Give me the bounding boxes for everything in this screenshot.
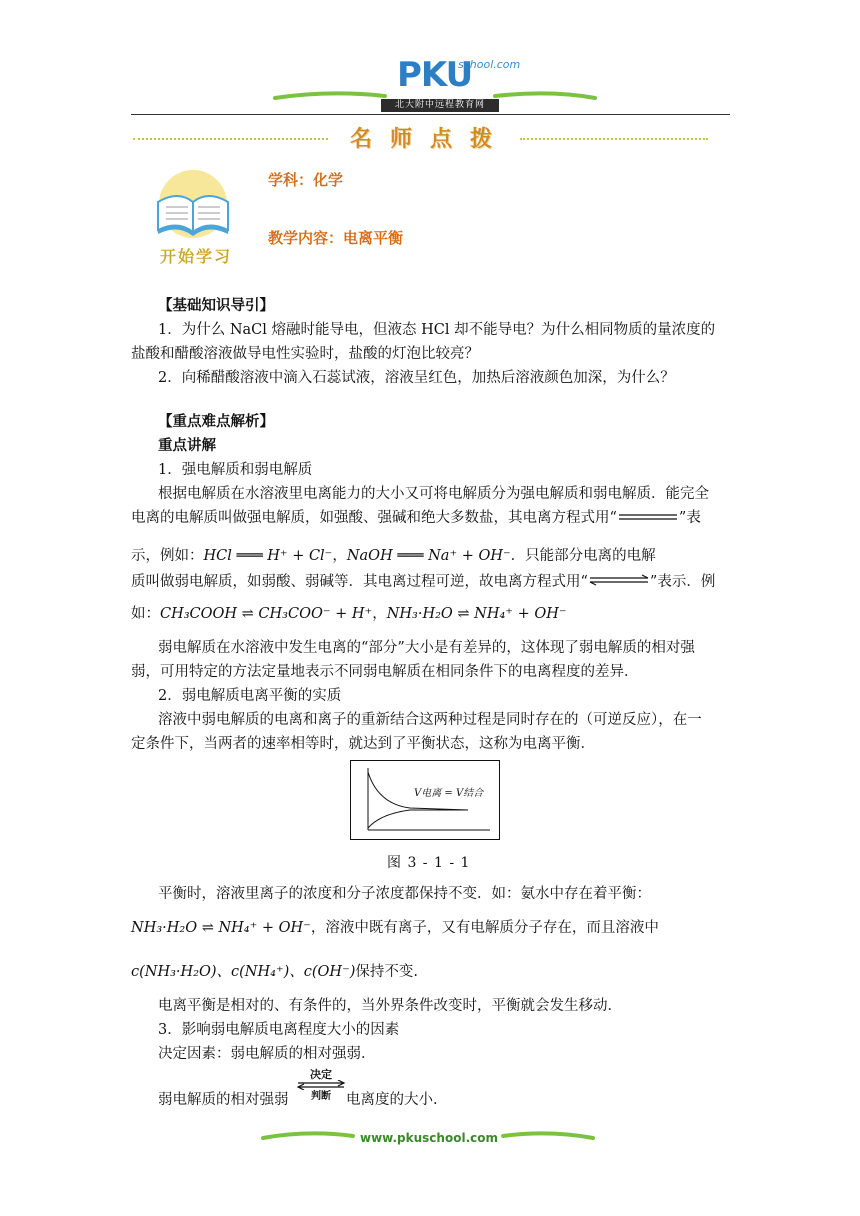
equation-acetic-acid: CH₃COOH ⇌ CH₃COO⁻ + H⁺ <box>160 606 373 622</box>
reversible-arrow-symbol <box>588 572 650 592</box>
para-3-line-1: 溶液中弱电解质的电离和离子的重新结合这两种过程是同时存在的（可逆反应），在一 <box>158 712 702 728</box>
para-5: 电离平衡是相对的、有条件的，当外界条件改变时，平衡就会发生移动． <box>158 998 622 1014</box>
dotted-line-left <box>133 138 328 140</box>
arrow-label-decide: 决定 <box>310 1068 332 1081</box>
equilibrium-rate-figure <box>350 760 500 840</box>
weak-electrolyte-text: 质叫做弱电解质，如弱酸、弱碱等．其电离过程可逆，故电离方程式用“ <box>131 574 588 590</box>
para-4-text: ，溶液中既有离子，又有电解质分子存在，而且溶液中 <box>310 920 659 936</box>
header-rule <box>131 114 730 115</box>
example-prefix-2: 如： <box>131 606 160 622</box>
para-7-left: 弱电解质的相对强弱 <box>158 1092 289 1108</box>
heading-strong-weak: 1．强电解质和弱电解质 <box>158 462 313 478</box>
separator: ， <box>332 548 347 564</box>
para-1-tail: ．只能部分电离的电解 <box>510 548 656 564</box>
dotted-line-right <box>520 138 708 140</box>
para-2-line-1: 弱电解质在水溶液中发生电离的“部分”大小是有差异的，这体现了弱电解质的相对强 <box>158 640 695 656</box>
figure-rate-label: V电离 = V结合 <box>414 788 484 799</box>
para-2-line-2: 弱，可用特定的方法定量地表示不同弱电解质在相同条件下的电离程度的差异． <box>131 664 639 680</box>
para-1-line-5 <box>131 604 567 624</box>
logo-subtitle: 北大附中远程教育网 <box>381 99 499 112</box>
key-points-heading: 重点讲解 <box>158 438 216 454</box>
subject-label: 学科：化学 <box>268 171 344 189</box>
open-book-icon <box>148 162 238 242</box>
para-7-right: 电离度的大小. <box>346 1092 438 1108</box>
logo-domain: school.com <box>458 58 521 71</box>
para-1-text: 电离的电解质叫做强电解质，如强酸、强碱和绝大多数盐，其电离方程式用“ <box>131 510 617 526</box>
footer-url: www.pkuschool.com <box>360 1131 498 1145</box>
start-learning-label: 开始学习 <box>160 247 233 266</box>
example-prefix: 示，例如： <box>131 548 204 564</box>
heading-factors: 3．影响弱电解质电离程度大小的因素 <box>158 1022 400 1038</box>
para-1-line-4 <box>131 572 715 592</box>
para-4-tail: 保持不变. <box>355 964 418 980</box>
para-4-line-1: 平衡时，溶液里离子的浓度和分子浓度都保持不变．如：氨水中存在着平衡： <box>158 886 651 902</box>
pku-logo: PKU <box>397 55 473 95</box>
weak-electrolyte-text-end: ”表示．例 <box>649 574 716 590</box>
question-1-line-1: 1．为什么 NaCl 熔融时能导电，但液态 HCl 却不能导电？为什么相同物质的量浓度的 <box>158 322 716 338</box>
concentration-expressions: c(NH₃·H₂O)、c(NH₄⁺)、c(OH⁻) <box>131 964 356 980</box>
equation-ammonia-2: NH₃·H₂O ⇌ NH₄⁺ + OH⁻ <box>131 920 311 936</box>
para-1-line-3 <box>131 546 656 566</box>
question-1-line-2: 盐酸和醋酸溶液做导电性实验时，盐酸的灯泡比较亮？ <box>131 346 479 362</box>
equation-ammonia: NH₃·H₂O ⇌ NH₄⁺ + OH⁻ <box>386 606 567 622</box>
separator-2: ， <box>372 606 387 622</box>
para-1-line-1: 根据电解质在水溶液里电离能力的大小又可将电解质分为强电解质和弱电解质．能完全 <box>158 486 709 502</box>
para-1-text-end: ”表 <box>678 510 701 526</box>
question-2: 2．向稀醋酸溶液中滴入石蕊试液，溶液呈红色，加热后溶液颜色加深，为什么？ <box>158 370 675 386</box>
para-1-line-2 <box>131 508 701 528</box>
para-6: 决定因素：弱电解质的相对强弱． <box>158 1046 376 1062</box>
section-title-basic: 【基础知识导引】 <box>158 298 274 314</box>
heading-equilibrium-nature: 2．弱电解质电离平衡的实质 <box>158 688 342 704</box>
equation-naoh: NaOH ═══ Na⁺ + OH⁻ <box>346 548 511 564</box>
arrow-label-judge: 判断 <box>311 1091 331 1102</box>
para-3-line-2: 定条件下，当两者的速率相等时，就达到了平衡状态，这称为电离平衡． <box>131 736 595 752</box>
para-4-line-2 <box>131 918 659 938</box>
para-4-line-3 <box>131 962 418 982</box>
header-swoosh <box>270 88 600 104</box>
equal-sign-symbol <box>617 508 679 528</box>
banner-title: 名师点拨 <box>350 126 511 152</box>
section-title-key: 【重点难点解析】 <box>158 414 274 430</box>
content-label: 教学内容：电离平衡 <box>268 229 404 247</box>
figure-caption: 图 3 - 1 - 1 <box>387 855 471 871</box>
equation-hcl: HCl ═══ H⁺ + Cl⁻ <box>203 548 333 564</box>
